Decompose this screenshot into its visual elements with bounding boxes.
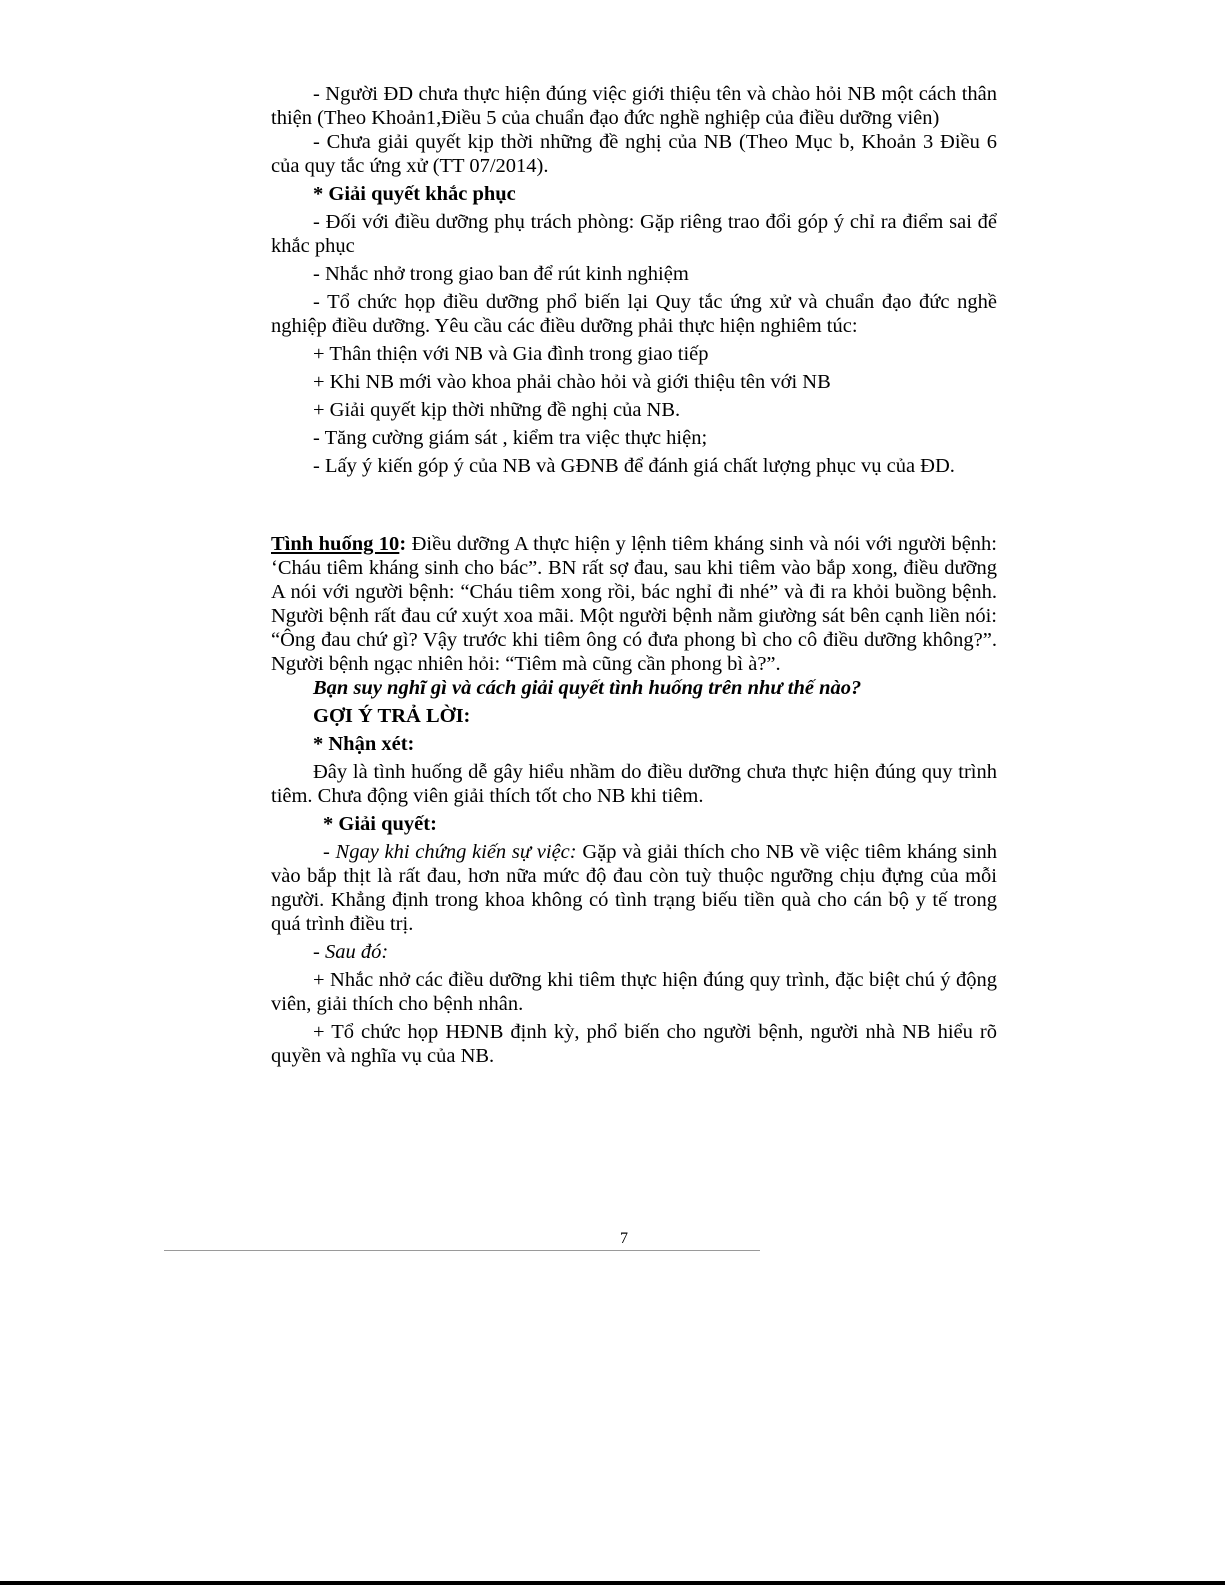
case-paragraph	[271, 532, 997, 676]
footer-divider	[164, 1250, 760, 1251]
paragraph: - Người ĐD chưa thực hiện đúng việc giới thiệu tên và chào hỏi NB một cách thân thiện (Theo Khoản1,Điều 5 của chuẩn đạo đức nghề nghiệp của điều dưỡng viên)	[271, 83, 997, 129]
section-heading: * Giải quyết khắc phục	[313, 183, 516, 205]
case-colon: :	[399, 533, 407, 555]
section-gap	[271, 482, 997, 532]
list-item: - Đối với điều dưỡng phụ trách phòng: Gặp riêng trao đổi góp ý chỉ ra điểm sai để khắc phục	[271, 211, 997, 257]
list-item: + Giải quyết kịp thời những đề nghị của NB.	[313, 399, 681, 421]
case-text: Điều dưỡng A thực hiện y lệnh tiêm kháng sinh và nói với người bệnh: ‘Cháu tiêm kháng sinh cho bác”. BN rất sợ đau, sau khi tiêm vào bắp xong, điều dưỡng A nói với người bệnh: “Cháu tiêm xong rồi, bác nghỉ đi nhé” và đi ra khỏi buồng bệnh. Người bệnh rất đau cứ xuýt xoa mãi. Một người bệnh nằm giường sát bên cạnh liền nói: “Ông đau chứ gì? Vậy trước khi tiêm ông có đưa phong bì cho cô điều dưỡng không?”. Người bệnh ngạc nhiên hỏi: “Tiêm mà cũng cần phong bì à?”.	[271, 533, 997, 675]
solution-heading: * Giải quyết:	[323, 813, 437, 835]
immediate-text: Gặp và giải thích cho NB về việc tiêm kháng sinh vào bắp thịt là rất đau, hơn nữa mức độ đau còn tuỳ thuộc ngưỡng chịu đựng của mỗi người. Khẳng định trong khoa không có tình trạng biếu tiền quà cho cán bộ y tế trong quá trình điều trị.	[271, 841, 998, 935]
after-label: - Sau đó:	[313, 941, 389, 963]
immediate-paragraph	[271, 840, 997, 936]
page-number: 7	[620, 1230, 628, 1247]
list-item: - Nhắc nhở trong giao ban để rút kinh nghiệm	[313, 263, 689, 285]
question: Bạn suy nghĩ gì và cách giải quyết tình huống trên như thế nào?	[313, 677, 862, 699]
list-item: + Khi NB mới vào khoa phải chào hỏi và giới thiệu tên với NB	[313, 371, 831, 393]
hint-heading: GỢI Ý TRẢ LỜI:	[313, 705, 471, 727]
list-item: + Tổ chức họp HĐNB định kỳ, phổ biến cho người bệnh, người nhà NB hiểu rõ quyền và nghĩa vụ của NB.	[271, 1021, 997, 1067]
comment-text: Đây là tình huống dễ gây hiểu nhầm do điều dưỡng chưa thực hiện đúng quy trình tiêm. Chưa động viên giải thích tốt cho NB khi tiêm.	[271, 761, 997, 807]
list-item: - Tăng cường giám sát , kiểm tra việc thực hiện;	[313, 427, 708, 449]
comment-heading: * Nhận xét:	[313, 733, 415, 755]
list-item: - Tổ chức họp điều dưỡng phổ biến lại Quy tắc ứng xử và chuẩn đạo đức nghề nghiệp điều dưỡng. Yêu cầu các điều dưỡng phải thực hiện nghiêm túc:	[271, 291, 997, 337]
page-content	[271, 82, 997, 1072]
list-item: - Lấy ý kiến góp ý của NB và GĐNB để đánh giá chất lượng phục vụ của ĐD.	[313, 455, 955, 477]
paragraph: - Chưa giải quyết kịp thời những đề nghị của NB (Theo Mục b, Khoản 3 Điều 6 của quy tắc ứng xử (TT 07/2014).	[271, 131, 997, 177]
bottom-border	[0, 1581, 1225, 1585]
list-item: + Thân thiện với NB và Gia đình trong giao tiếp	[313, 343, 709, 365]
immediate-label: - Ngay khi chứng kiến sự việc:	[323, 841, 577, 863]
list-item: + Nhắc nhở các điều dưỡng khi tiêm thực hiện đúng quy trình, đặc biệt chú ý động viên, giải thích cho bệnh nhân.	[271, 969, 997, 1015]
case-title: Tình huống 10	[271, 533, 400, 555]
